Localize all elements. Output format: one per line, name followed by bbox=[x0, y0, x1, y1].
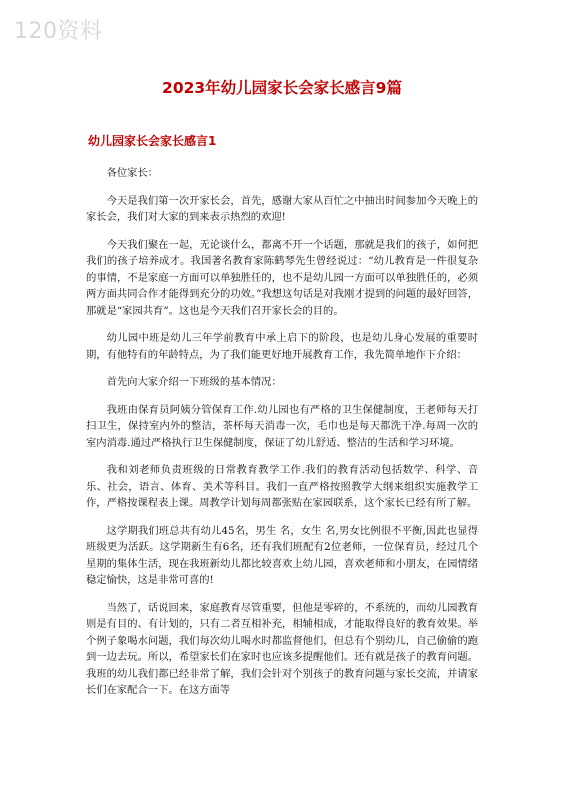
paragraph-3: 幼儿园中班是幼儿三年学前教育中承上启下的阶段，也是幼儿身心发展的重要时期，有他特有的年龄特点，为了我们能更好地开展教育工作，我先简单地作下介绍： bbox=[86, 332, 478, 361]
greeting: 各位家长： bbox=[106, 167, 159, 179]
document-page bbox=[86, 74, 478, 710]
paragraph-2: 今天我们聚在一起，无论谈什么，都离不开一个话题，那就是我们的孩子，如何把我们的孩子培养成才。我国著名教育家陈鹤琴先生曾经说过：“幼儿教育是一件很复杂的事情，不是家庭一方面可以单独胜任的，也不是幼儿园一方面可以单独胜任的，必须两方面共同合作才能得到充分的功效。”我想这句话是对我刚才提到的问题的最好回答，那就是“家园共育”。这也是今天我们召开家长会的目的。 bbox=[86, 238, 478, 317]
paragraph-5: 我班由保育员阿姨分管保育工作.幼儿园也有严格的卫生保健制度，王老师每天打扫卫生，保持室内外的整洁，茶杯每天消毒一次，毛巾也是每天都洗干净.每周一次的室内消毒.通过严格执行卫生保健制度，保证了幼儿舒适、整洁的生活和学习环境。 bbox=[86, 403, 478, 449]
paragraph-6: 我和刘老师负责班级的日常教育教学工作.我们的教育活动包括数学、科学、音乐、社会，语言、体育、美术等科目。我们一直严格按照教学大纲来组织实施教学工作，严格按课程表上课。周教学计划每周都张贴在家园联系，这个家长已经有所了解。 bbox=[86, 464, 478, 509]
paragraph-8: 当然了，话说回来，家庭教育尽管重要，但他是零碎的，不系统的，而幼儿园教育则是有目的、有计划的，只有二者互相补充，相辅相成，才能取得良好的教育效果。举个例子象喝水问题，我们每次幼儿喝水时都监督他们，但总有个别幼儿，自己偷偷的跑到一边去玩。所以，希望家长们在家时也应该多提醒他们。还有就是孩子的教育问题。我班的幼儿我们都已经非常了解，我们会针对个别孩子的教育问题与家长交流，并请家长们在家配合一下。在这方面等 bbox=[86, 601, 478, 696]
paragraph-1: 今天是我们第一次开家长会，首先，感谢大家从百忙之中抽出时间参加今天晚上的家长会，我们对大家的到来表示热烈的欢迎! bbox=[86, 194, 478, 223]
watermark-logo: 120资料 bbox=[14, 19, 103, 44]
paragraph-4: 首先向大家介绍一下班级的基本情况： bbox=[106, 376, 282, 388]
paragraph-7: 这学期我们班总共有幼儿45名，男生 名，女生 名,男女比例很不平衡,因此也显得班级更为活跃。这学期新生有6名，还有我们班配有2位老师，一位保育员，经过几个星期的集体生活，现在我班新幼儿都比较喜欢上幼儿园，喜欢老师和小朋友，在园情绪稳定愉快，这是非常可喜的! bbox=[86, 524, 478, 586]
document-title: 2023年幼儿园家长会家长感言9篇 bbox=[162, 79, 402, 97]
section-heading: 幼儿园家长会家长感言1 bbox=[88, 134, 217, 148]
